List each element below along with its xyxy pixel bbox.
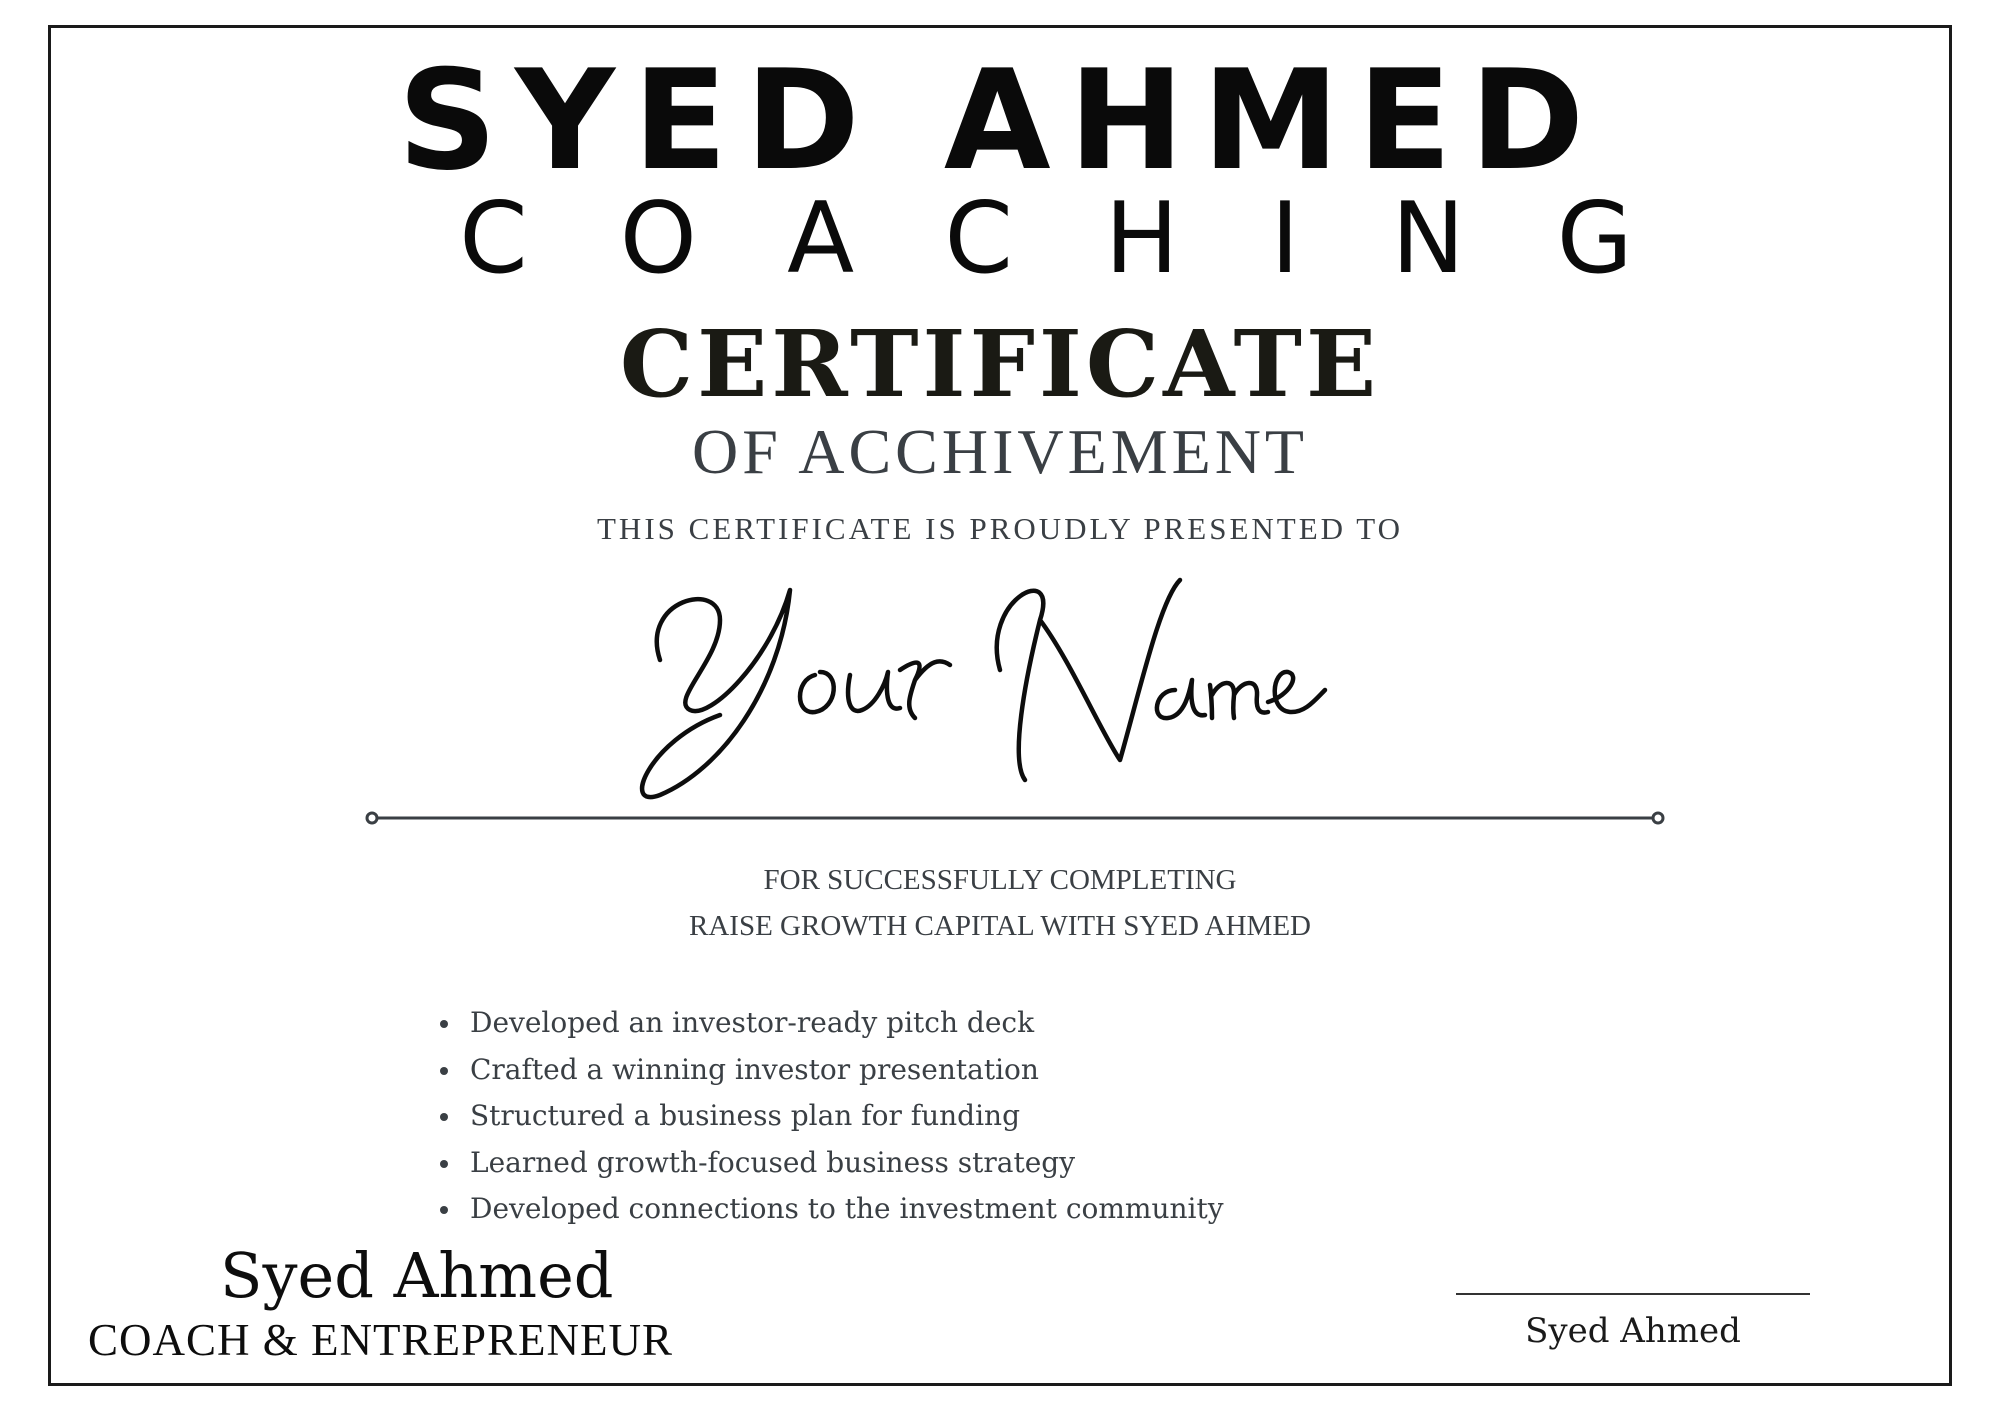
bullet-icon [440,1206,448,1214]
list-item [440,1140,1224,1187]
achievement-text: Crafted a winning investor presentation [470,1052,1039,1086]
brand-name: SYED AHMED [397,40,1603,201]
achievement-text: Learned growth-focused business strategy [470,1145,1076,1179]
achievements-list [440,1000,1224,1233]
list-item [440,1047,1224,1094]
bullet-icon [440,1160,448,1168]
achievement-text: Developed connections to the investment community [470,1192,1224,1225]
presented-to-text: THIS CERTIFICATE IS PROUDLY PRESENTED TO [597,511,1403,546]
coach-role: COACH & ENTREPRENEUR [88,1315,674,1365]
achievement-text: Structured a business plan for funding [470,1099,1020,1132]
signature-line [1456,1293,1810,1295]
brand-tagline: COACHING [459,182,1725,296]
list-item [440,1186,1224,1233]
completion-text-line-1: FOR SUCCESSFULLY COMPLETING [763,864,1237,896]
achievement-text: Developed an investor-ready pitch deck [470,1006,1035,1039]
name-divider-line [365,808,1665,828]
completion-text-line-2: RAISE GROWTH CAPITAL WITH SYED AHMED [689,910,1311,942]
list-item [440,1000,1224,1047]
list-item [440,1093,1224,1140]
bullet-icon [440,1067,448,1075]
coach-name: Syed Ahmed [220,1239,614,1312]
bullet-icon [440,1020,448,1028]
bullet-icon [440,1113,448,1121]
certificate-subtitle: OF ACCHIVEMENT [691,416,1309,487]
signer-name: Syed Ahmed [1525,1311,1741,1351]
certificate-title: CERTIFICATE [619,310,1381,418]
recipient-name-script [600,540,1360,810]
